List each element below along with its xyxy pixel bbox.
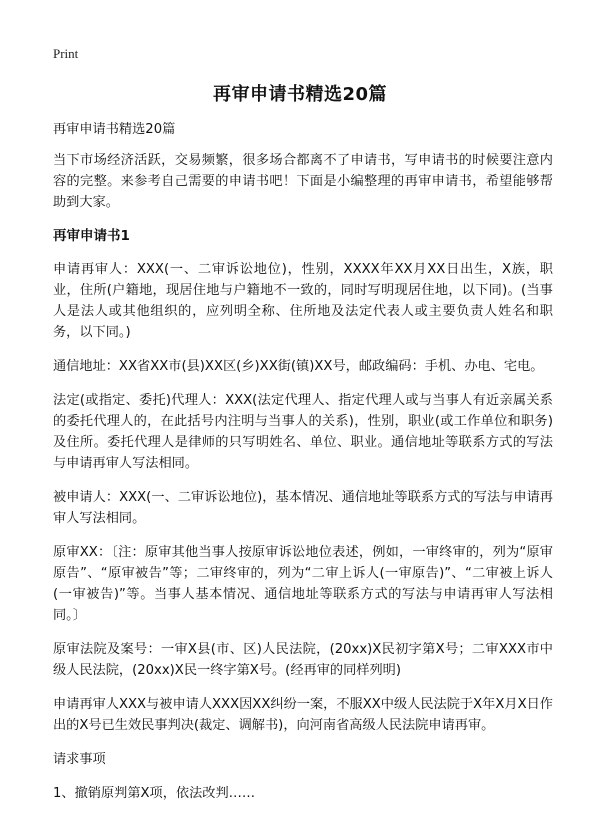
document-subtitle: 再审申请书精选20篇 (53, 122, 176, 137)
agent-paragraph: 法定(或指定、委托)代理人：XXX(法定代理人、指定代理人或与当事人有近亲属关系的委托代理人的，在此括号内注明与当事人的关系)，性别，职业(或工作单位和职务)及住所。委托代理人是律师的只写明姓名、单位、职业。通信地址等联系方式的写法与申请再审人写法相同。 (53, 393, 553, 471)
requests-heading: 请求事项 (53, 752, 106, 767)
section-heading: 再审申请书1 (53, 228, 130, 244)
print-label: Print (53, 46, 79, 61)
respondent-paragraph: 被申请人：XXX(一、二审诉讼地位)，基本情况、通信地址等联系方式的写法与申请再审人写法相同。 (53, 490, 553, 526)
document-body (53, 119, 553, 817)
application-paragraph: 申请再审人XXX与被申请人XXX因XX纠纷一案，不服XX中级人民法院于X年X月X日作出的X号已生效民事判决(裁定、调解书)，向河南省高级人民法院申请再审。 (53, 697, 553, 733)
intro-paragraph: 当下市场经济活跃，交易频繁，很多场合都离不了申请书，写申请书的时候要注意内容的完整。来参考自己需要的申请书吧！下面是小编整理的再审申请书，希望能够帮助到大家。 (53, 153, 553, 210)
court-case-paragraph: 原审法院及案号：一审X县(市、区)人民法院，(20xx)X民初字第X号；二审XXX市中级人民法院，(20xx)X民一终字第X号。(经再审的同样列明) (53, 642, 553, 678)
request-item: 1、撤销原判第X项，依法改判…… (53, 786, 256, 801)
address-paragraph: 通信地址：XX省XX市(县)XX区(乡)XX街(镇)XX号，邮政编码：手机、办电、宅电。 (53, 359, 544, 374)
applicant-paragraph: 申请再审人：XXX(一、二审诉讼地位)，性别，XXXX年XX月XX日出生，X族，职业，住所(户籍地，现居住地与户籍地不一致的，同时写明现居住地，以下同)。(当事人是法人或其他组织的，应列明全称、住所地及法定代表人或主要负责人姓名和职务，以下同。) (53, 262, 553, 340)
document-title: 再审申请书精选20篇 (212, 84, 388, 105)
original-parties-paragraph: 原审XX：〔注：原审其他当事人按原审诉讼地位表述，例如，一审终审的，列为“原审原告”、“原审被告”等；二审终审的，列为“二审上诉人(一审原告)”、“二审被上诉人(一审被告)”等。当事人基本情况、通信地址等联系方式的写法与申请再审人写法相同。〕 (53, 545, 553, 623)
